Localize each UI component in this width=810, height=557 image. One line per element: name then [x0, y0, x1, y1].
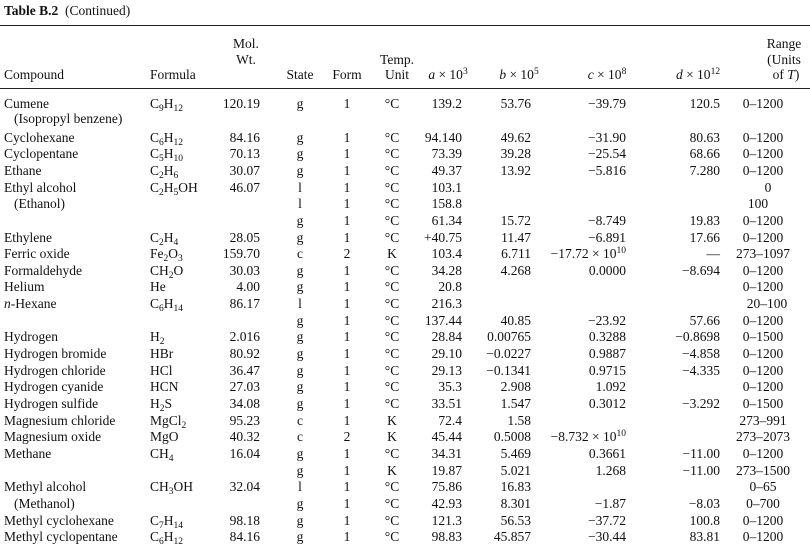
cell-d: −3.292 [682, 396, 720, 411]
cell-state: g [296, 213, 304, 228]
cell-formula: $C_7H_{14}$ [150, 513, 184, 531]
cell-d: 68.66 [689, 146, 720, 161]
cell-compound: Magnesium oxide [4, 429, 102, 444]
cell-c: 0.3012 [588, 396, 626, 411]
cell-compound: Hydrogen chloride [4, 363, 106, 378]
cell-d: 57.66 [689, 313, 720, 328]
cell-mw: 32.04 [229, 479, 260, 494]
cell-c: 1.092 [595, 379, 626, 394]
header-b: $b \times 10^5$ [499, 67, 539, 82]
cell-unit: °C [384, 196, 400, 211]
cell-unit: °C [384, 146, 400, 161]
cell-a: 45.44 [431, 429, 462, 444]
cell-unit: °C [384, 213, 400, 228]
cell-form: 1 [343, 479, 351, 494]
cell-compound: Cyclopentane [4, 146, 79, 161]
cell-form: 1 [343, 346, 351, 361]
cell-range: 0–700 [746, 496, 780, 511]
cell-c: −8.749 [588, 213, 626, 228]
cell-formula: $C_6H_{12}$ [150, 529, 184, 547]
cell-state: g [296, 163, 304, 178]
cell-form: 1 [343, 163, 351, 178]
cell-range: 0 [764, 180, 772, 195]
cell-formula: $H_2$ [150, 329, 165, 347]
cell-state: g [296, 346, 304, 361]
cell-unit: K [387, 463, 397, 478]
cell-range: 0–1200 [742, 263, 784, 278]
cell-mw: 120.19 [222, 96, 260, 111]
header-range: Range [766, 36, 802, 51]
cell-state: g [296, 279, 304, 294]
cell-state: g [296, 513, 304, 528]
cell-mw: 34.08 [229, 396, 260, 411]
cell-b: 5.021 [500, 463, 531, 478]
cell-compound: n-Hexane [4, 296, 57, 311]
cell-b: 4.268 [500, 263, 531, 278]
top-rule [0, 25, 810, 26]
cell-formula: $CH_4$ [150, 446, 174, 464]
cell-a: 94.140 [424, 130, 462, 145]
cell-b: 1.58 [507, 413, 531, 428]
cell-state: c [297, 429, 303, 444]
cell-unit: °C [384, 529, 400, 544]
cell-b: 16.83 [500, 479, 531, 494]
cell-compound: Methane [4, 446, 52, 461]
cell-c: −23.92 [588, 313, 626, 328]
cell-form: 1 [343, 413, 351, 428]
cell-formula: $C_6H_{14}$ [150, 296, 184, 314]
cell-mw: 46.07 [229, 180, 260, 195]
cell-form: 1 [343, 513, 351, 528]
cell-compound: Methyl cyclopentane [4, 529, 118, 544]
cell-state: c [297, 246, 303, 261]
cell-unit: °C [384, 496, 400, 511]
header-form: Form [332, 67, 362, 82]
cell-c: −1.87 [594, 496, 626, 511]
cell-formula: HBr [150, 346, 174, 361]
cell-state: g [296, 496, 304, 511]
cell-formula: $C_6H_{12}$ [150, 130, 184, 148]
cell-mw: 4.00 [236, 279, 260, 294]
cell-state: l [298, 296, 302, 311]
cell-range: 0–1200 [742, 146, 784, 161]
cell-compound: Magnesium chloride [4, 413, 116, 428]
cell-a: 29.13 [431, 363, 462, 378]
cell-compound: Cyclohexane [4, 130, 75, 145]
cell-range: 0–65 [749, 479, 777, 494]
cell-mw: 84.16 [229, 130, 260, 145]
cell-range: 273–2073 [736, 429, 790, 444]
cell-b: 39.28 [500, 146, 531, 161]
cell-c: 0.3661 [588, 446, 626, 461]
cell-a: 216.3 [431, 296, 462, 311]
cell-compound: Ethane [4, 163, 42, 178]
cell-a: 73.39 [431, 146, 462, 161]
cell-a: 20.8 [438, 279, 462, 294]
cell-state: g [296, 396, 304, 411]
cell-form: 1 [343, 363, 351, 378]
cell-compound: (Ethanol) [14, 196, 65, 211]
cell-a: 34.31 [431, 446, 462, 461]
cell-d: 19.83 [689, 213, 720, 228]
cell-d: 100.8 [689, 513, 720, 528]
cell-form: 1 [343, 213, 351, 228]
cell-state: c [297, 413, 303, 428]
cell-c: 0.3288 [588, 329, 626, 344]
cell-c: −6.891 [588, 230, 626, 245]
header-mol: Mol. [233, 36, 259, 51]
cell-form: 1 [343, 96, 351, 111]
cell-formula: $C_2H_6$ [150, 163, 179, 181]
cell-state: g [296, 446, 304, 461]
cell-range: 20–100 [746, 296, 788, 311]
cell-mw: 86.17 [229, 296, 260, 311]
cell-range: 0–1200 [742, 230, 784, 245]
cell-range: 0–1200 [742, 379, 784, 394]
table-caption-note: (Continued) [65, 3, 131, 18]
cell-unit: °C [384, 396, 400, 411]
cell-unit: °C [384, 279, 400, 294]
header-a: $a \times 10^3$ [428, 67, 468, 82]
cell-formula: $C_2H_5OH$ [150, 180, 198, 198]
table-caption [4, 3, 130, 19]
cell-unit: °C [384, 363, 400, 378]
cell-form: 1 [343, 496, 351, 511]
cell-range: 0–1200 [742, 313, 784, 328]
cell-form: 1 [343, 279, 351, 294]
cell-compound: Hydrogen sulfide [4, 396, 99, 411]
header-unit: Unit [384, 67, 410, 82]
cell-c: −5.816 [588, 163, 626, 178]
cell-form: 1 [343, 313, 351, 328]
cell-b: 40.85 [500, 313, 531, 328]
cell-unit: °C [384, 479, 400, 494]
cell-state: g [296, 363, 304, 378]
cell-compound: (Isopropyl benzene) [14, 111, 123, 126]
header-rule [0, 88, 810, 89]
cell-state: g [296, 96, 304, 111]
cell-a: 29.10 [431, 346, 462, 361]
cell-compound: (Methanol) [14, 496, 75, 511]
cell-formula: HCN [150, 379, 179, 394]
cell-c: 0.9715 [588, 363, 626, 378]
cell-range: 0–1500 [742, 396, 784, 411]
cell-c: −39.79 [588, 96, 626, 111]
cell-formula: $C_9H_{12}$ [150, 96, 184, 114]
cell-b: −0.1341 [486, 363, 531, 378]
cell-compound: Helium [4, 279, 45, 294]
cell-c: 0.9887 [588, 346, 626, 361]
cell-form: 1 [343, 130, 351, 145]
cell-mw: 98.18 [229, 513, 260, 528]
cell-b: 6.711 [501, 246, 531, 261]
cell-range: 0–1500 [742, 329, 784, 344]
cell-range: 0–1200 [742, 363, 784, 378]
cell-a: 98.83 [431, 529, 462, 544]
cell-unit: °C [384, 379, 400, 394]
cell-formula: $CH_3OH$ [150, 479, 194, 497]
cell-mw: 159.70 [222, 246, 260, 261]
cell-range: 0–1200 [742, 163, 784, 178]
cell-unit: °C [384, 230, 400, 245]
header-wt: Wt. [236, 52, 256, 67]
cell-b: 53.76 [500, 96, 531, 111]
cell-b: 1.547 [500, 396, 531, 411]
header-range-of-t: of T) [772, 67, 800, 82]
cell-compound: Ethyl alcohol [4, 180, 77, 195]
cell-d: −4.335 [682, 363, 720, 378]
cell-a: 33.51 [431, 396, 462, 411]
cell-a: 137.44 [424, 313, 462, 328]
cell-b: 0.00765 [487, 329, 531, 344]
cell-range: 100 [747, 196, 769, 211]
cell-form: 1 [343, 446, 351, 461]
cell-compound: Cumene [4, 96, 49, 111]
cell-mw: 30.03 [229, 263, 260, 278]
cell-formula: $CH_2O$ [150, 263, 184, 281]
cell-range: 0–1200 [742, 213, 784, 228]
cell-unit: °C [384, 446, 400, 461]
cell-unit: °C [384, 296, 400, 311]
cell-compound: Methyl cyclohexane [4, 513, 114, 528]
cell-state: g [296, 146, 304, 161]
cell-range: 0–1200 [742, 529, 784, 544]
cell-form: 1 [343, 379, 351, 394]
cell-a: 34.28 [431, 263, 462, 278]
cell-form: 1 [343, 529, 351, 544]
cell-compound: Hydrogen [4, 329, 58, 344]
cell-c: 1.268 [595, 463, 626, 478]
cell-b: 49.62 [500, 130, 531, 145]
cell-formula: $H_2S$ [150, 396, 173, 414]
cell-state: g [296, 379, 304, 394]
cell-unit: °C [384, 263, 400, 278]
cell-formula: MgO [150, 429, 179, 444]
header-range-units: (Units [767, 52, 801, 67]
cell-d: 17.66 [689, 230, 720, 245]
cell-mw: 30.07 [229, 163, 260, 178]
cell-compound: Ethylene [4, 230, 52, 245]
header-compound: Compound [4, 67, 65, 82]
cell-a: 121.3 [431, 513, 462, 528]
header-state: State [286, 67, 314, 82]
header-d: $d \times 10^{12}$ [675, 67, 721, 82]
cell-c: 0.0000 [588, 263, 626, 278]
cell-a: 72.4 [438, 413, 462, 428]
cell-mw: 40.32 [229, 429, 260, 444]
cell-formula: $C_5H_{10}$ [150, 146, 184, 164]
cell-c: −37.72 [588, 513, 626, 528]
cell-unit: K [387, 429, 397, 444]
cell-compound: Formaldehyde [4, 263, 82, 278]
cell-a: 75.86 [431, 479, 462, 494]
cell-b: 2.908 [500, 379, 531, 394]
cell-compound: Hydrogen cyanide [4, 379, 104, 394]
cell-state: l [298, 196, 302, 211]
cell-state: l [298, 479, 302, 494]
cell-form: 2 [343, 246, 351, 261]
cell-compound: Ferric oxide [4, 246, 70, 261]
cell-state: g [296, 329, 304, 344]
cell-range: 0–1200 [742, 346, 784, 361]
cell-a: 139.2 [431, 96, 462, 111]
cell-formula: HCl [150, 363, 173, 378]
cell-d: 83.81 [689, 529, 720, 544]
cell-compound: Hydrogen bromide [4, 346, 107, 361]
cell-state: g [296, 130, 304, 145]
cell-d: −8.694 [682, 263, 720, 278]
cell-mw: 16.04 [229, 446, 260, 461]
cell-state: g [296, 230, 304, 245]
cell-formula: $C_2H_4$ [150, 230, 179, 248]
cell-a: 158.8 [431, 196, 462, 211]
cell-c: $-8.732 \times 10^{10}$ [550, 429, 626, 444]
cell-form: 1 [343, 396, 351, 411]
cell-unit: °C [384, 313, 400, 328]
cell-formula: MgCl$_2$ [150, 413, 187, 431]
cell-range: 0–1200 [742, 446, 784, 461]
cell-unit: °C [384, 163, 400, 178]
cell-range: 273–991 [739, 413, 787, 428]
cell-mw: 95.23 [229, 413, 260, 428]
cell-d: 7.280 [689, 163, 720, 178]
cell-range: 0–1200 [742, 279, 784, 294]
cell-form: 1 [343, 146, 351, 161]
cell-a: +40.75 [424, 230, 462, 245]
cell-form: 1 [343, 329, 351, 344]
cell-mw: 84.16 [229, 529, 260, 544]
cell-state: l [298, 180, 302, 195]
cell-a: 28.84 [431, 329, 462, 344]
cell-b: 13.92 [500, 163, 531, 178]
cell-mw: 70.13 [229, 146, 260, 161]
header-formula: Formula [150, 67, 196, 82]
cell-unit: °C [384, 329, 400, 344]
cell-a: 42.93 [431, 496, 462, 511]
cell-c: −31.90 [588, 130, 626, 145]
cell-unit: °C [384, 96, 400, 111]
cell-b: 56.53 [500, 513, 531, 528]
cell-d: −11.00 [682, 446, 720, 461]
cell-a: 35.3 [438, 379, 462, 394]
cell-mw: 36.47 [229, 363, 260, 378]
cell-form: 1 [343, 463, 351, 478]
cell-range: 273–1097 [736, 246, 790, 261]
cell-state: g [296, 463, 304, 478]
cell-unit: °C [384, 346, 400, 361]
cell-state: g [296, 529, 304, 544]
cell-a: 49.37 [431, 163, 462, 178]
cell-b: 11.47 [501, 230, 531, 245]
cell-a: 61.34 [431, 213, 462, 228]
cell-formula: $Fe_2O_3$ [150, 246, 183, 264]
cell-unit: °C [384, 513, 400, 528]
cell-b: 15.72 [500, 213, 531, 228]
cell-unit: K [387, 246, 397, 261]
cell-state: g [296, 313, 304, 328]
cell-compound: Methyl alcohol [4, 479, 87, 494]
cell-b: −0.0227 [486, 346, 531, 361]
cell-b: 8.301 [500, 496, 531, 511]
cell-a: 19.87 [431, 463, 462, 478]
cell-c: −30.44 [588, 529, 626, 544]
header-temp: Temp. [380, 52, 414, 67]
cell-unit: °C [384, 130, 400, 145]
cell-d: −8.03 [688, 496, 720, 511]
table-label: Table B.2 [4, 3, 59, 18]
cell-range: 0–1200 [742, 513, 784, 528]
cell-formula: He [150, 279, 166, 294]
cell-a: 103.1 [431, 180, 462, 195]
cell-form: 1 [343, 196, 351, 211]
cell-mw: 27.03 [229, 379, 260, 394]
cell-form: 2 [343, 429, 351, 444]
cell-range: 273–1500 [736, 463, 790, 478]
cell-mw: 80.92 [229, 346, 260, 361]
cell-d: — [706, 246, 720, 261]
cell-form: 1 [343, 296, 351, 311]
cell-range: 0–1200 [742, 96, 784, 111]
cell-c: −25.54 [588, 146, 626, 161]
cell-form: 1 [343, 230, 351, 245]
cell-form: 1 [343, 263, 351, 278]
cell-state: g [296, 263, 304, 278]
cell-a: 103.4 [431, 246, 462, 261]
cell-d: −0.8698 [675, 329, 720, 344]
cell-form: 1 [343, 180, 351, 195]
cell-range: 0–1200 [742, 130, 784, 145]
cell-d: 80.63 [689, 130, 720, 145]
cell-mw: 28.05 [229, 230, 260, 245]
cell-d: −4.858 [682, 346, 720, 361]
cell-unit: K [387, 413, 397, 428]
cell-mw: 2.016 [229, 329, 260, 344]
cell-b: 45.857 [493, 529, 531, 544]
cell-b: 0.5008 [493, 429, 531, 444]
cell-c: $-17.72 \times 10^{10}$ [550, 246, 626, 261]
cell-d: −11.00 [682, 463, 720, 478]
cell-d: 120.5 [689, 96, 720, 111]
cell-b: 5.469 [500, 446, 531, 461]
cell-unit: °C [384, 180, 400, 195]
header-c: $c \times 10^8$ [587, 67, 627, 82]
